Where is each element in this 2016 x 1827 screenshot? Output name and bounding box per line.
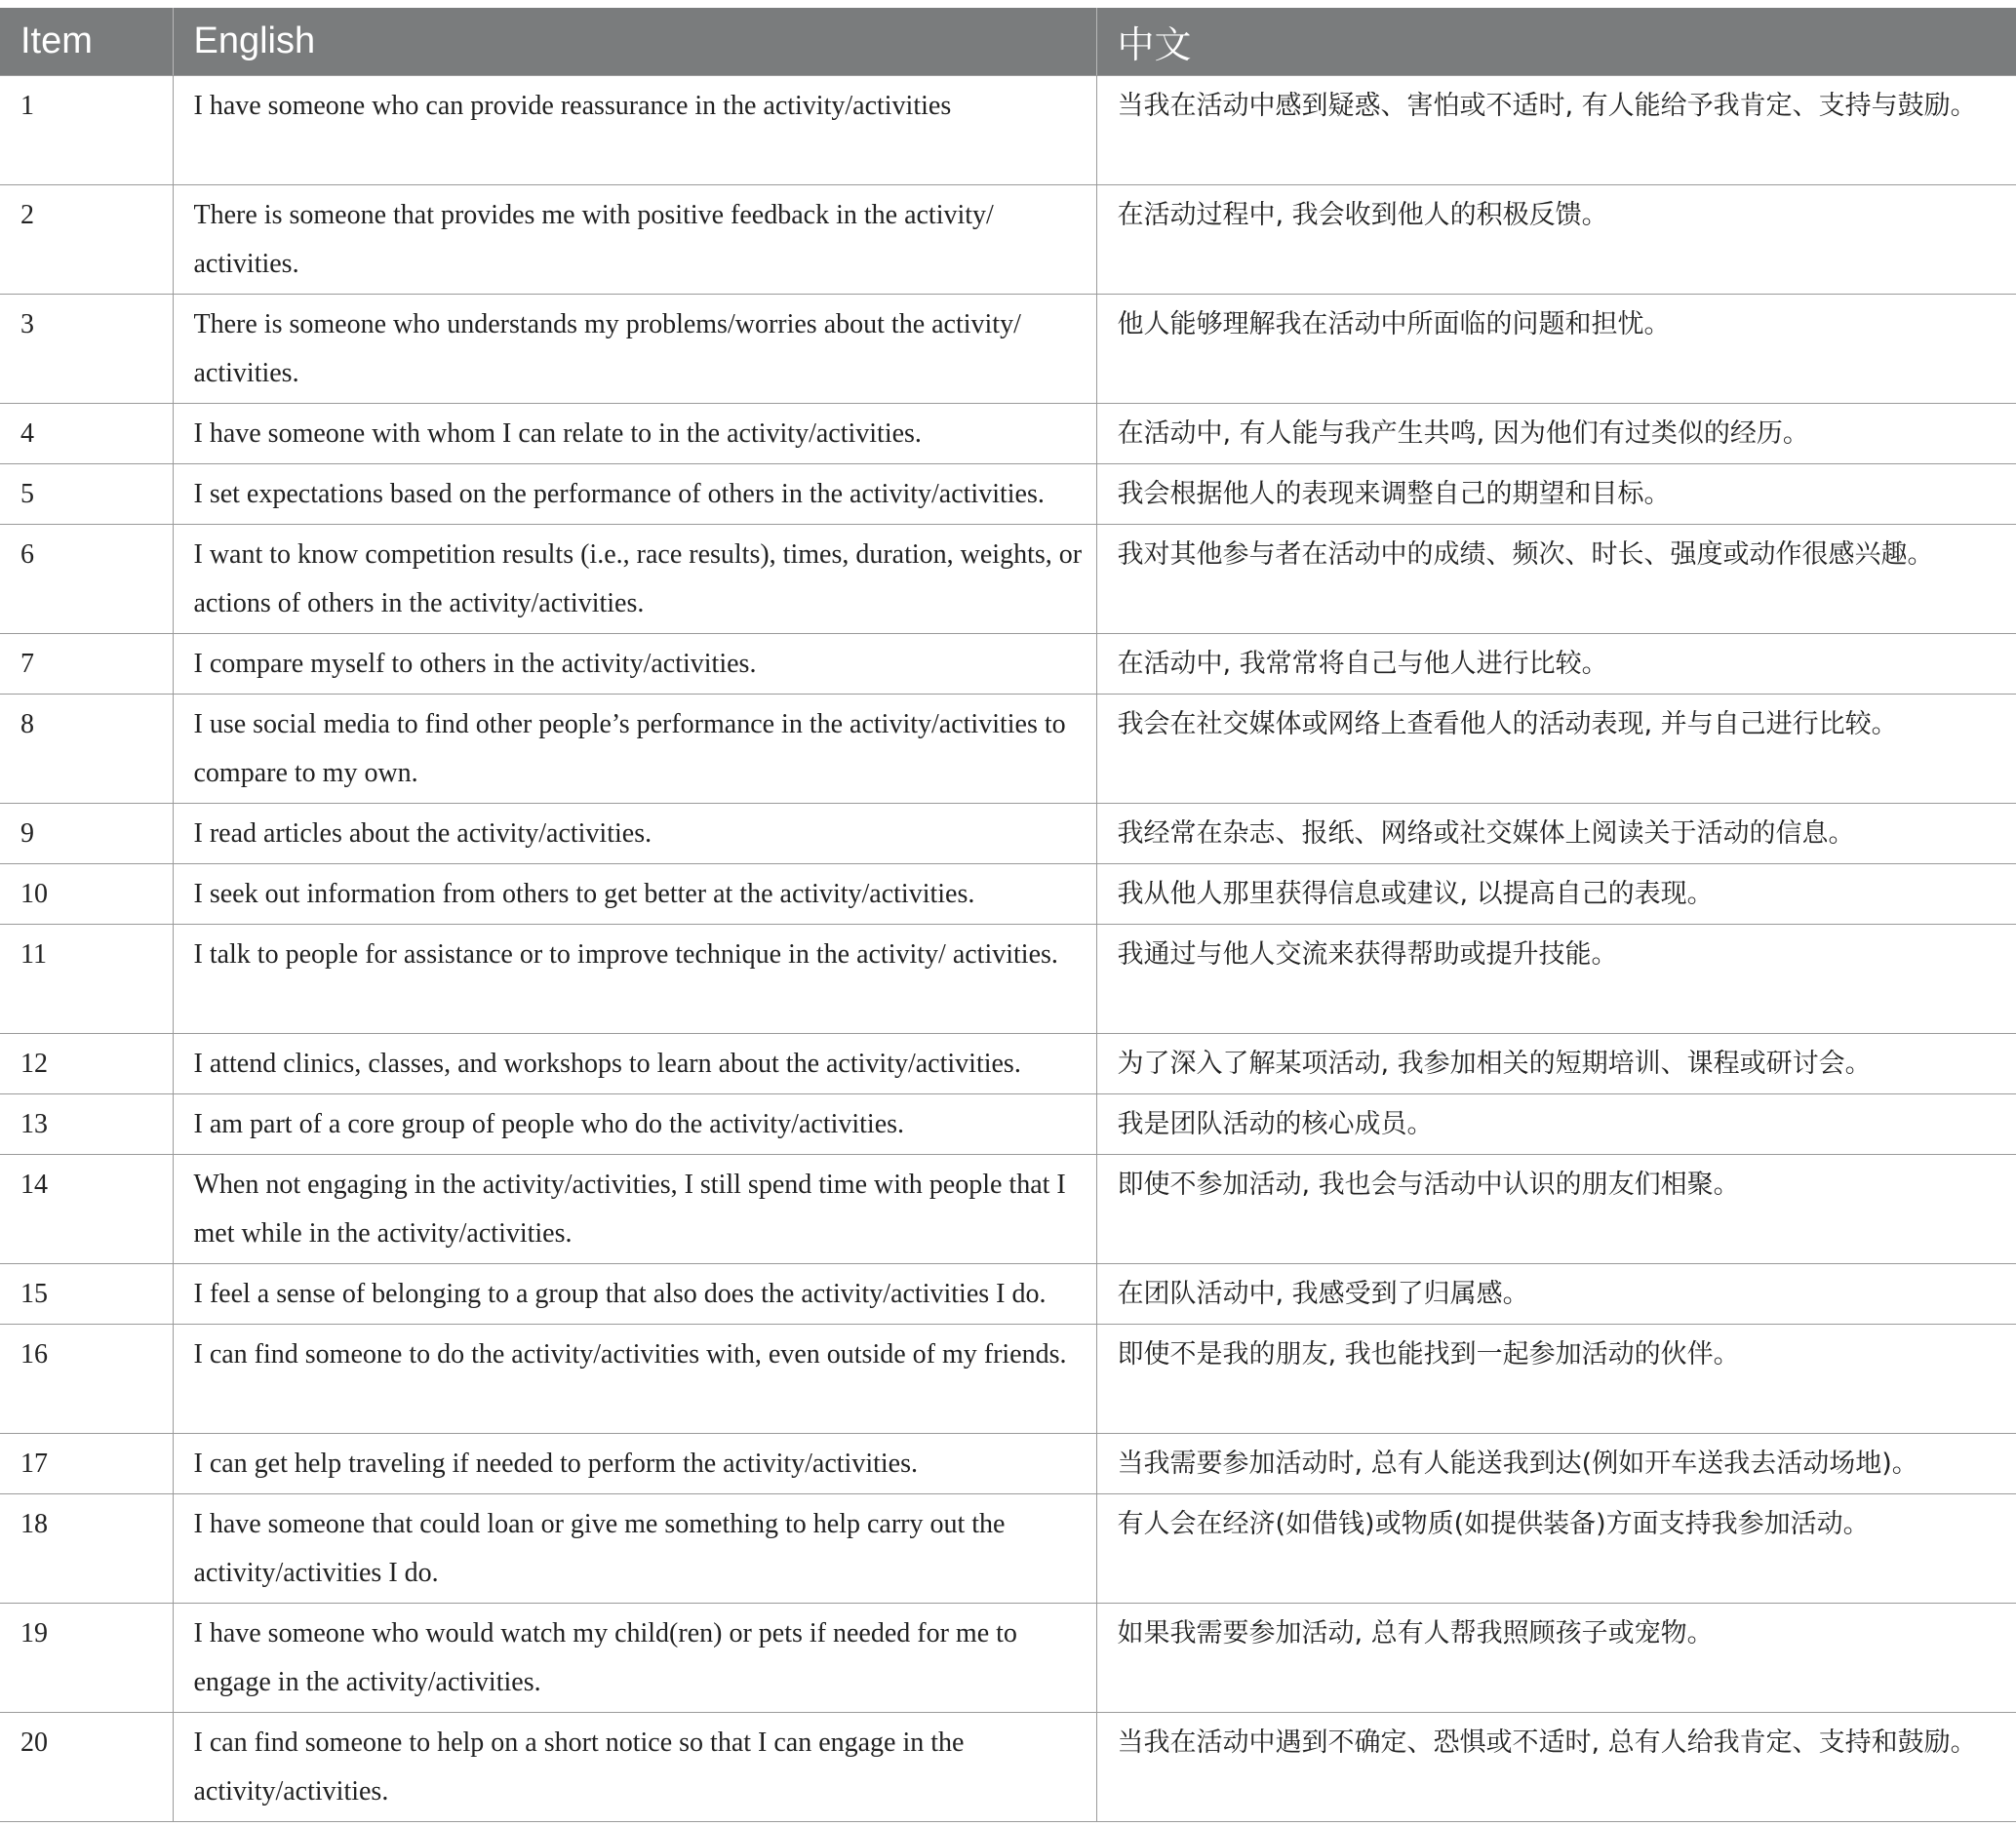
item-cell: 1 [0, 76, 173, 185]
chinese-cell: 当我需要参加活动时, 总有人能送我到达(例如开车送我去活动场地)。 [1096, 1434, 2016, 1494]
table-row [0, 1155, 2016, 1264]
table-row [0, 1264, 2016, 1325]
item-cell: 2 [0, 185, 173, 295]
english-cell: When not engaging in the activity/activities, I still spend time with people that I met while in the activity/activities. [173, 1155, 1096, 1264]
header-row [0, 8, 2016, 76]
table-row [0, 525, 2016, 634]
table-row [0, 1094, 2016, 1155]
item-cell: 15 [0, 1264, 173, 1325]
item-cell: 20 [0, 1713, 173, 1822]
table-row [0, 76, 2016, 185]
chinese-cell: 我通过与他人交流来获得帮助或提升技能。 [1096, 925, 2016, 1034]
item-cell: 9 [0, 804, 173, 864]
english-cell: I talk to people for assistance or to improve technique in the activity/ activities. [173, 925, 1096, 1034]
chinese-cell: 如果我需要参加活动, 总有人帮我照顾孩子或宠物。 [1096, 1604, 2016, 1713]
header-chinese: 中文 [1096, 8, 2016, 76]
english-cell: I have someone who can provide reassurance in the activity/activities [173, 76, 1096, 185]
item-cell: 11 [0, 925, 173, 1034]
table-row [0, 1034, 2016, 1094]
english-cell: I can find someone to help on a short notice so that I can engage in the activity/activities. [173, 1713, 1096, 1822]
table-row [0, 295, 2016, 404]
table-body [0, 76, 2016, 1822]
table-row [0, 1604, 2016, 1713]
chinese-cell: 我会在社交媒体或网络上查看他人的活动表现, 并与自己进行比较。 [1096, 695, 2016, 804]
english-cell: I am part of a core group of people who do the activity/activities. [173, 1094, 1096, 1155]
english-cell: I have someone with whom I can relate to in the activity/activities. [173, 404, 1096, 464]
english-cell: I can find someone to do the activity/activities with, even outside of my friends. [173, 1325, 1096, 1434]
item-cell: 19 [0, 1604, 173, 1713]
table-row [0, 804, 2016, 864]
chinese-cell: 我对其他参与者在活动中的成绩、频次、时长、强度或动作很感兴趣。 [1096, 525, 2016, 634]
english-cell: I want to know competition results (i.e., race results), times, duration, weights, or actions of others in the activity/activities. [173, 525, 1096, 634]
english-cell: I compare myself to others in the activity/activities. [173, 634, 1096, 695]
header-english: English [173, 8, 1096, 76]
table-row [0, 634, 2016, 695]
item-cell: 14 [0, 1155, 173, 1264]
english-cell: I read articles about the activity/activities. [173, 804, 1096, 864]
chinese-cell: 在团队活动中, 我感受到了归属感。 [1096, 1264, 2016, 1325]
item-cell: 6 [0, 525, 173, 634]
table-row [0, 1494, 2016, 1604]
table-row [0, 404, 2016, 464]
chinese-cell: 有人会在经济(如借钱)或物质(如提供装备)方面支持我参加活动。 [1096, 1494, 2016, 1604]
item-cell: 7 [0, 634, 173, 695]
english-cell: I seek out information from others to get better at the activity/activities. [173, 864, 1096, 925]
chinese-cell: 我会根据他人的表现来调整自己的期望和目标。 [1096, 464, 2016, 525]
english-cell: I have someone that could loan or give me something to help carry out the activity/activities I do. [173, 1494, 1096, 1604]
translation-table [0, 8, 2016, 1822]
chinese-cell: 即使不是我的朋友, 我也能找到一起参加活动的伙伴。 [1096, 1325, 2016, 1434]
chinese-cell: 我从他人那里获得信息或建议, 以提高自己的表现。 [1096, 864, 2016, 925]
chinese-cell: 当我在活动中遇到不确定、恐惧或不适时, 总有人给我肯定、支持和鼓励。 [1096, 1713, 2016, 1822]
table-row [0, 1325, 2016, 1434]
table-row [0, 1434, 2016, 1494]
english-cell: I have someone who would watch my child(ren) or pets if needed for me to engage in the activity/activities. [173, 1604, 1096, 1713]
item-cell: 4 [0, 404, 173, 464]
chinese-cell: 即使不参加活动, 我也会与活动中认识的朋友们相聚。 [1096, 1155, 2016, 1264]
item-cell: 3 [0, 295, 173, 404]
item-cell: 8 [0, 695, 173, 804]
table-row [0, 695, 2016, 804]
chinese-cell: 当我在活动中感到疑惑、害怕或不适时, 有人能给予我肯定、支持与鼓励。 [1096, 76, 2016, 185]
english-cell: I use social media to find other people’s performance in the activity/activities to compare to my own. [173, 695, 1096, 804]
item-cell: 16 [0, 1325, 173, 1434]
english-cell: I attend clinics, classes, and workshops to learn about the activity/activities. [173, 1034, 1096, 1094]
chinese-cell: 我经常在杂志、报纸、网络或社交媒体上阅读关于活动的信息。 [1096, 804, 2016, 864]
table-row [0, 864, 2016, 925]
english-cell: There is someone that provides me with positive feedback in the activity/ activities. [173, 185, 1096, 295]
table-row [0, 1713, 2016, 1822]
english-cell: I set expectations based on the performance of others in the activity/activities. [173, 464, 1096, 525]
header-item: Item [0, 8, 173, 76]
table-row [0, 185, 2016, 295]
chinese-cell: 在活动过程中, 我会收到他人的积极反馈。 [1096, 185, 2016, 295]
chinese-cell: 在活动中, 有人能与我产生共鸣, 因为他们有过类似的经历。 [1096, 404, 2016, 464]
item-cell: 5 [0, 464, 173, 525]
item-cell: 13 [0, 1094, 173, 1155]
table-header [0, 8, 2016, 76]
chinese-cell: 在活动中, 我常常将自己与他人进行比较。 [1096, 634, 2016, 695]
table-row [0, 925, 2016, 1034]
chinese-cell: 为了深入了解某项活动, 我参加相关的短期培训、课程或研讨会。 [1096, 1034, 2016, 1094]
item-cell: 17 [0, 1434, 173, 1494]
english-cell: There is someone who understands my problems/worries about the activity/ activities. [173, 295, 1096, 404]
table-row [0, 464, 2016, 525]
item-cell: 12 [0, 1034, 173, 1094]
english-cell: I feel a sense of belonging to a group that also does the activity/activities I do. [173, 1264, 1096, 1325]
item-cell: 10 [0, 864, 173, 925]
chinese-cell: 他人能够理解我在活动中所面临的问题和担忧。 [1096, 295, 2016, 404]
english-cell: I can get help traveling if needed to perform the activity/activities. [173, 1434, 1096, 1494]
item-cell: 18 [0, 1494, 173, 1604]
chinese-cell: 我是团队活动的核心成员。 [1096, 1094, 2016, 1155]
